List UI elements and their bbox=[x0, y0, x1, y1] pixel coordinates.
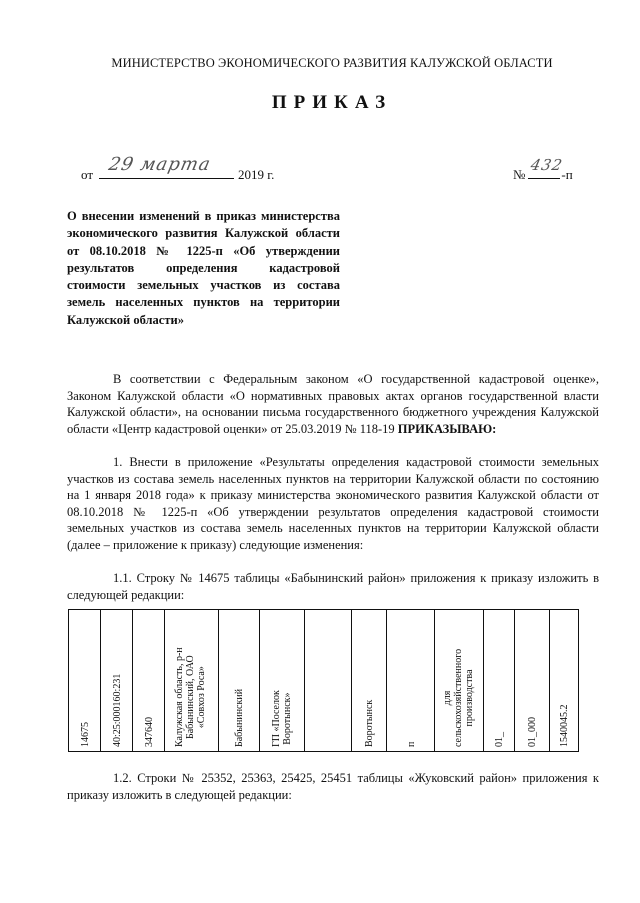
date-prefix: от bbox=[81, 167, 94, 182]
table-cell bbox=[435, 610, 484, 752]
item-1-paragraph: 1. Внести в приложение «Результаты определения кадастровой стоимости земельных участков из состава земель населенных пунктов на территории Калужской области по состоянию на 1 января 2018 года» к приказу министерства экономического развития Калужской области от 08.10.2018 № 1225-п «Об утверждении результатов определения кадастровой стоимости земельных участков из состава земель населенных пунктов на территории Калужской области (далее – приложение к приказу) следующие изменения: bbox=[67, 455, 599, 552]
table-cell bbox=[550, 610, 579, 752]
cell-municipality: ГП «Поселок Воротынск» bbox=[271, 690, 293, 747]
table-cell bbox=[484, 610, 515, 752]
table-row bbox=[69, 610, 579, 752]
preamble-text: В соответствии с Федеральным законом «О государственной кадастровой оценке», Законом Калужской области «О нормативных правовых актах органов государственной власти Калужской области», на основании письма государственного бюджетного учреждения Калужской области «Центр кадастровой оценки» от 25.03.2019 № 118-19 bbox=[67, 372, 599, 436]
table-cell bbox=[219, 610, 260, 752]
table-cell bbox=[352, 610, 387, 752]
handwritten-date: 29 марта bbox=[106, 154, 213, 175]
ministry-header: МИНИСТЕРСТВО ЭКОНОМИЧЕСКОГО РАЗВИТИЯ КАЛУЖСКОЙ ОБЛАСТИ bbox=[111, 56, 553, 70]
item-1-1-paragraph: 1.1. Строку № 14675 таблицы «Бабынинский район» приложения к приказу изложить в следующей редакции: bbox=[67, 571, 599, 602]
number-prefix: № bbox=[513, 167, 526, 182]
table-cell bbox=[260, 610, 305, 752]
cell-settlement-type: п bbox=[405, 741, 417, 747]
land-plot-table bbox=[68, 609, 579, 752]
table-cell bbox=[133, 610, 165, 752]
item-1-2-paragraph: 1.2. Строки № 25352, 25363, 25425, 25451 таблицы «Жуковский район» приложения к приказу изложить в следующей редакции: bbox=[67, 771, 599, 802]
table-cell bbox=[101, 610, 133, 752]
table-cell bbox=[69, 610, 101, 752]
order-keyword: ПРИКАЗЫВАЮ: bbox=[397, 421, 497, 436]
document-title: ПРИКАЗ bbox=[271, 92, 393, 113]
cell-cadastral-value: 1540045.2 bbox=[559, 704, 570, 747]
order-number-line bbox=[513, 156, 573, 183]
order-subject: О внесении изменений в приказ министерства экономического развития Калужской области от 08.10.2018 № 1225-п «Об утверждении результатов определения кадастровой стоимости земельных участков из состава земель населенных пунктов на территории Калужской области» bbox=[67, 209, 340, 327]
number-underline bbox=[528, 156, 565, 179]
cell-group-code: 01_ bbox=[494, 732, 505, 747]
order-date-line bbox=[81, 154, 275, 183]
cell-land-use: для сельскохозяйственного производства bbox=[442, 648, 475, 747]
cell-row-number: 14675 bbox=[79, 722, 91, 747]
cell-subgroup-code: 01_000 bbox=[527, 717, 538, 747]
number-suffix: -п bbox=[561, 167, 573, 182]
table-cell bbox=[165, 610, 219, 752]
cell-settlement: Воротынск bbox=[364, 699, 375, 747]
cell-district: Бабынинский bbox=[234, 688, 245, 747]
cell-address: Калужская область, р-н Бабынинский, ОАО «Совхоз Роса» bbox=[173, 647, 207, 747]
preamble-paragraph bbox=[67, 371, 599, 437]
handwritten-number: 432 bbox=[529, 156, 565, 174]
table-cell bbox=[305, 610, 352, 752]
table-cell bbox=[387, 610, 435, 752]
table-cell bbox=[515, 610, 550, 752]
date-year: 2019 г. bbox=[238, 167, 275, 182]
date-underline bbox=[99, 154, 234, 179]
cell-area: 347640 bbox=[143, 717, 155, 747]
cell-cadastral-number: 40:25:000160:231 bbox=[111, 673, 123, 747]
